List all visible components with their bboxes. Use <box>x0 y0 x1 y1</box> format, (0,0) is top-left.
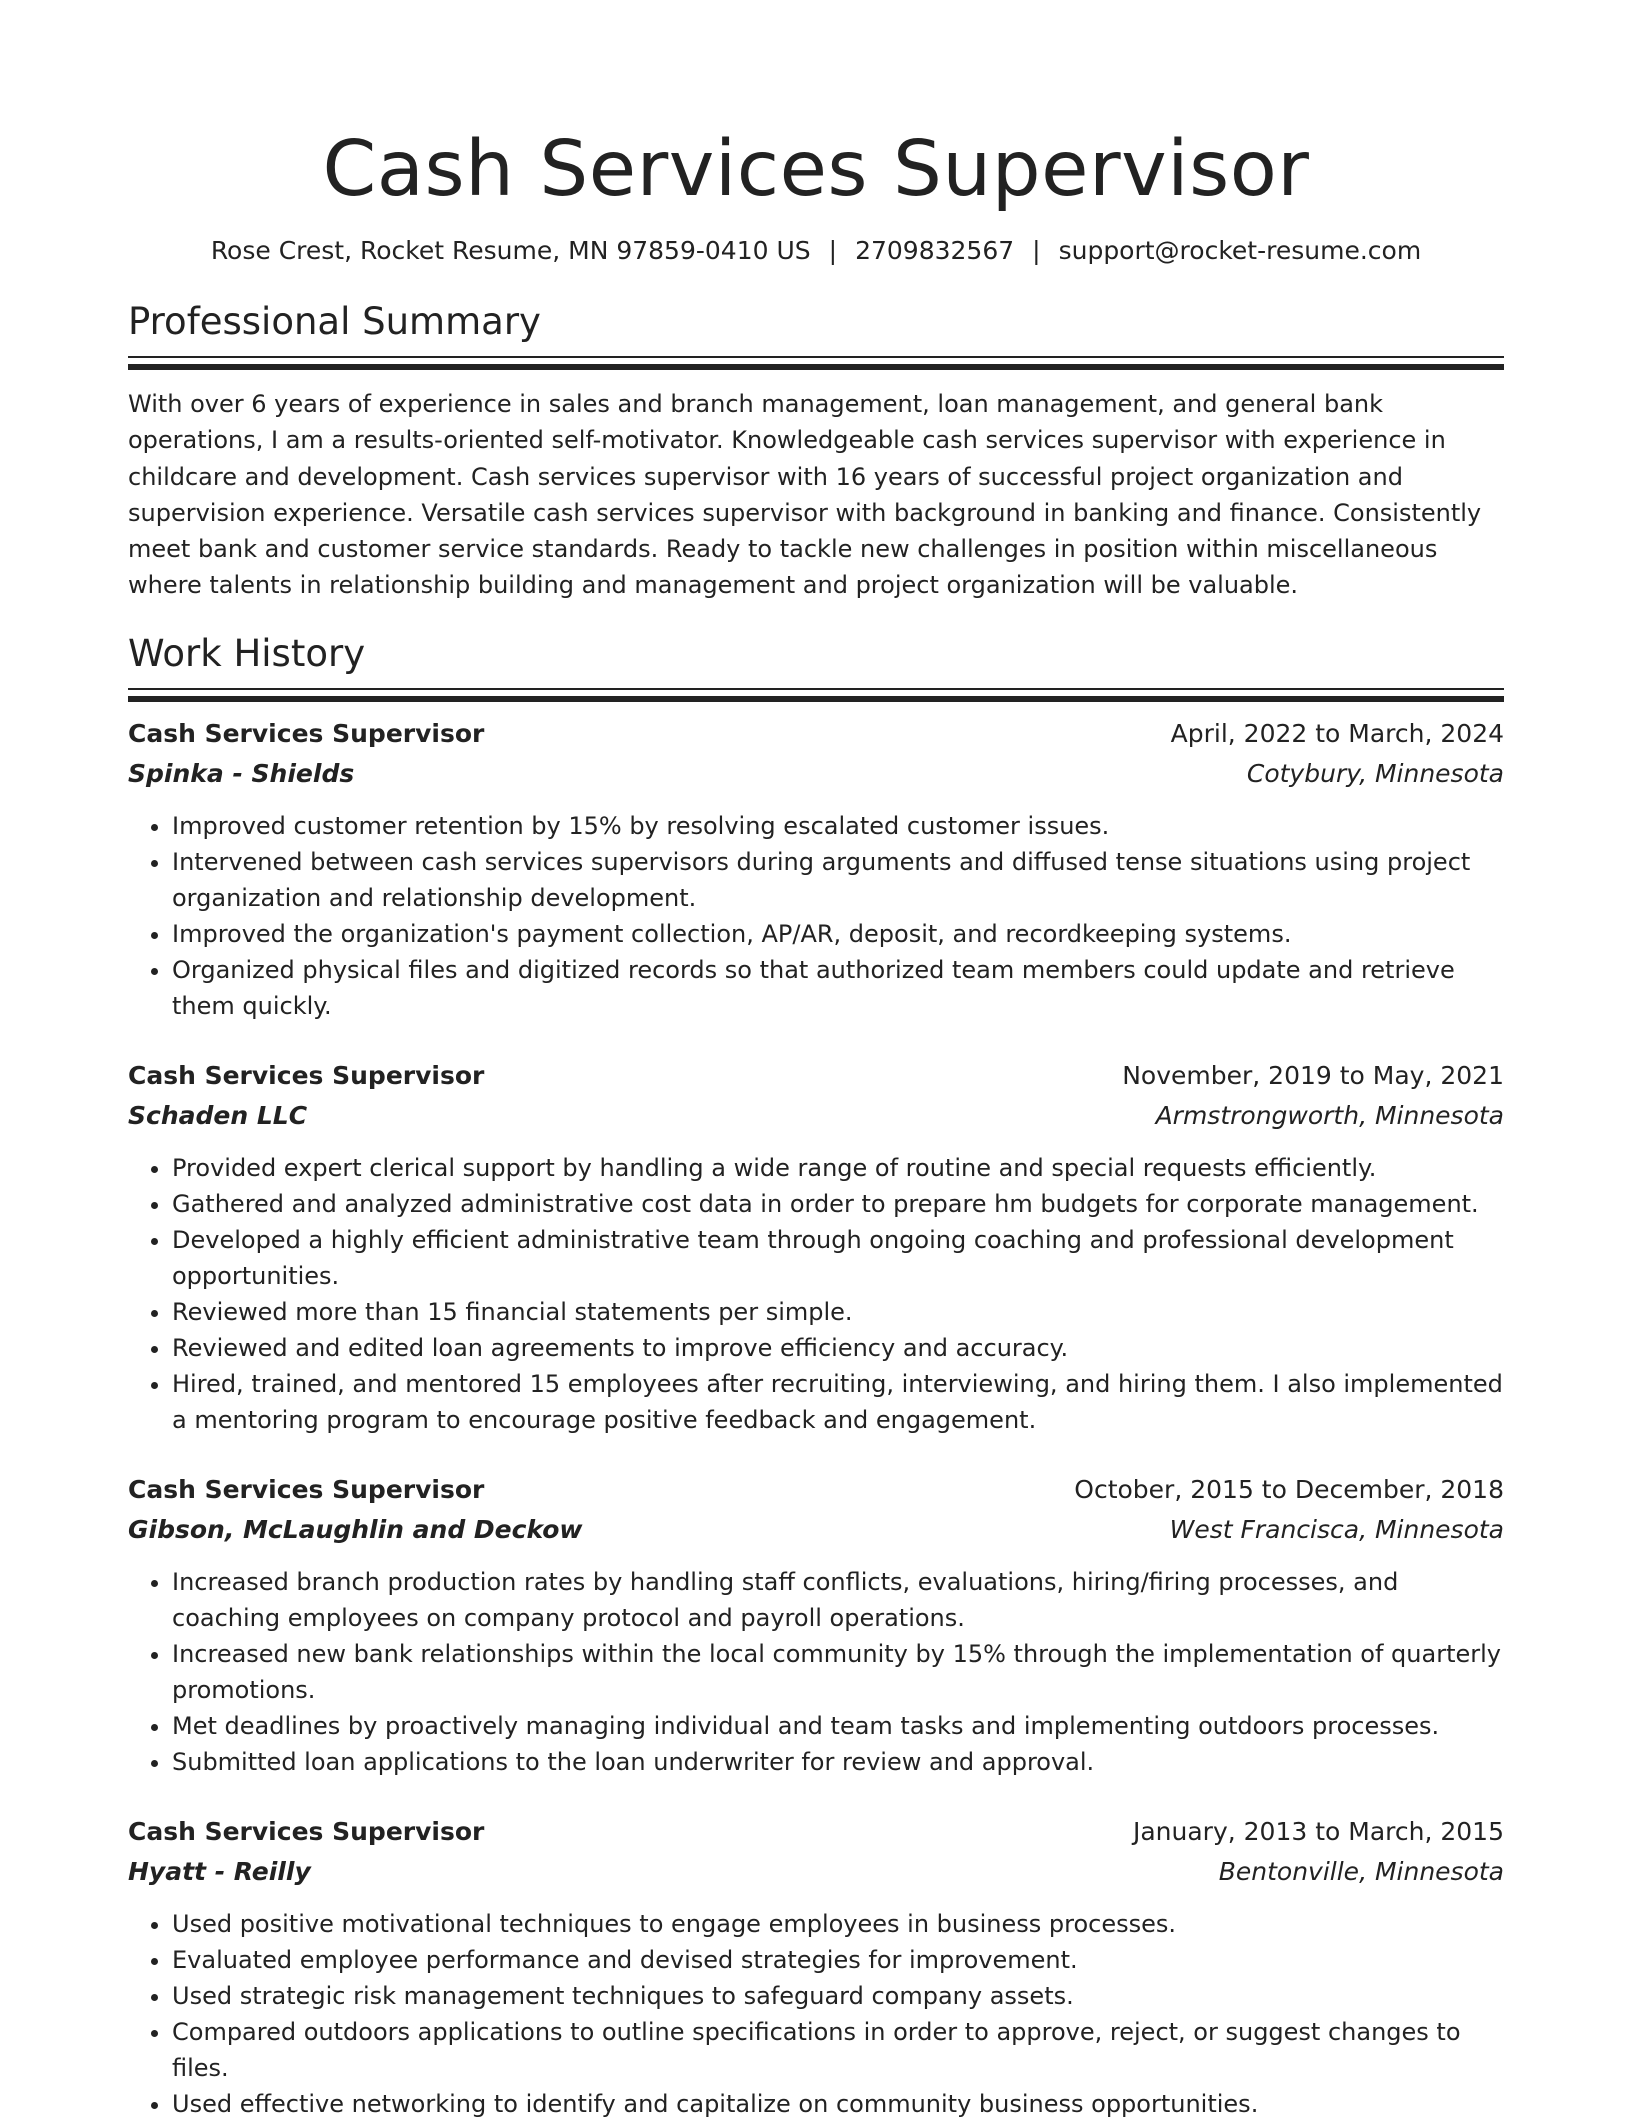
job-bullet: • Gathered and analyzed administrative cost data in order to prepare hm budgets for corporate management. <box>172 1186 1504 1222</box>
summary-text: With over 6 years of experience in sales and branch management, loan management, and general bank operations, I am a results-oriented self-motivator. Knowledgeable cash services supervisor with experience in childcare and development. Cash services supervisor with 16 years of successful project organization and supervision experience. Versatile cash services supervisor with background in banking and finance. Consistently meet bank and customer service standards. Ready to tackle new challenges in position within miscellaneous where talents in relationship building and management and project organization will be valuable. <box>128 390 1482 600</box>
job-bullet: • Met deadlines by proactively managing individual and team tasks and implementing outdoors processes. <box>172 1708 1504 1744</box>
job-title: Cash Services Supervisor <box>128 1474 485 1504</box>
resume-page <box>128 0 1504 2122</box>
contact-separator: | <box>1032 236 1041 265</box>
job-company: Gibson, McLaughlin and Deckow <box>128 1514 583 1544</box>
job-location: Bentonville, Minnesota <box>1218 1856 1504 1886</box>
job-bullet: • Submitted loan applications to the loan underwriter for review and approval. <box>172 1744 1504 1780</box>
job-company: Schaden LLC <box>128 1100 308 1130</box>
job-bullet: • Increased new bank relationships within the local community by 15% through the implementation of quarterly promotions. <box>172 1636 1504 1708</box>
section-divider-thick <box>128 696 1504 702</box>
resume-name: Cash Services Supervisor <box>322 125 1310 214</box>
job-bullet: • Compared outdoors applications to outline specifications in order to approve, reject, or suggest changes to files. <box>172 2014 1504 2086</box>
job-location: West Francisca, Minnesota <box>1169 1514 1504 1544</box>
job-dates: October, 2015 to December, 2018 <box>1074 1474 1504 1504</box>
job-title: Cash Services Supervisor <box>128 1816 485 1846</box>
section-divider <box>128 356 1504 358</box>
job-bullet: • Organized physical files and digitized records so that authorized team members could update and retrieve them quickly. <box>172 952 1504 1024</box>
job-company: Spinka - Shields <box>128 758 355 788</box>
job-bullet: • Increased branch production rates by handling staff conflicts, evaluations, hiring/firing processes, and coaching employees on company protocol and payroll operations. <box>172 1564 1504 1636</box>
job-bullet: • Used effective networking to identify and capitalize on community business opportunities. <box>172 2086 1504 2122</box>
job-location: Armstrongworth, Minnesota <box>1155 1100 1504 1130</box>
contact-phone: 2709832567 <box>855 236 1015 265</box>
job-title: Cash Services Supervisor <box>128 1060 485 1090</box>
job-dates: April, 2022 to March, 2024 <box>1170 718 1504 748</box>
job-bullet: • Intervened between cash services supervisors during arguments and diffused tense situations using project organization and relationship development. <box>172 844 1504 916</box>
job-bullets <box>128 1906 1504 2122</box>
job-bullet: • Hired, trained, and mentored 15 employees after recruiting, interviewing, and hiring them. I also implemented a mentoring program to encourage positive feedback and engagement. <box>172 1366 1504 1438</box>
contact-separator: | <box>828 236 838 265</box>
section-divider <box>128 688 1504 690</box>
job-entry <box>128 1812 1504 2122</box>
job-entry <box>128 714 1504 1024</box>
job-dates: November, 2019 to May, 2021 <box>1122 1060 1504 1090</box>
job-bullet: • Provided expert clerical support by handling a wide range of routine and special requests efficiently. <box>172 1150 1504 1186</box>
job-bullet: • Improved the organization's payment collection, AP/AR, deposit, and recordkeeping systems. <box>172 916 1504 952</box>
job-bullet: • Reviewed and edited loan agreements to improve efficiency and accuracy. <box>172 1330 1504 1366</box>
job-bullet: • Evaluated employee performance and devised strategies for improvement. <box>172 1942 1504 1978</box>
job-title: Cash Services Supervisor <box>128 718 485 748</box>
job-entry <box>128 1056 1504 1438</box>
job-bullets <box>128 1564 1504 1780</box>
contact-email: support@rocket-resume.com <box>1058 236 1422 265</box>
job-bullet: • Improved customer retention by 15% by resolving escalated customer issues. <box>172 808 1504 844</box>
job-location: Cotybury, Minnesota <box>1246 758 1504 788</box>
contact-line <box>128 234 1504 268</box>
section-title-work-history: Work History <box>128 631 366 675</box>
job-entry <box>128 1470 1504 1780</box>
section-title-summary: Professional Summary <box>128 300 541 343</box>
job-bullets <box>128 808 1504 1024</box>
job-bullet: • Developed a highly efficient administrative team through ongoing coaching and professional development opportunities. <box>172 1222 1504 1294</box>
job-bullets <box>128 1150 1504 1438</box>
job-bullet: • Used positive motivational techniques to engage employees in business processes. <box>172 1906 1504 1942</box>
job-bullet: • Reviewed more than 15 financial statements per simple. <box>172 1294 1504 1330</box>
job-dates: January, 2013 to March, 2015 <box>1132 1816 1504 1846</box>
job-company: Hyatt - Reilly <box>128 1856 311 1886</box>
contact-address: Rose Crest, Rocket Resume, MN 97859-0410 US <box>210 236 811 265</box>
job-bullet: • Used strategic risk management techniques to safeguard company assets. <box>172 1978 1504 2014</box>
section-divider-thick <box>128 364 1504 370</box>
